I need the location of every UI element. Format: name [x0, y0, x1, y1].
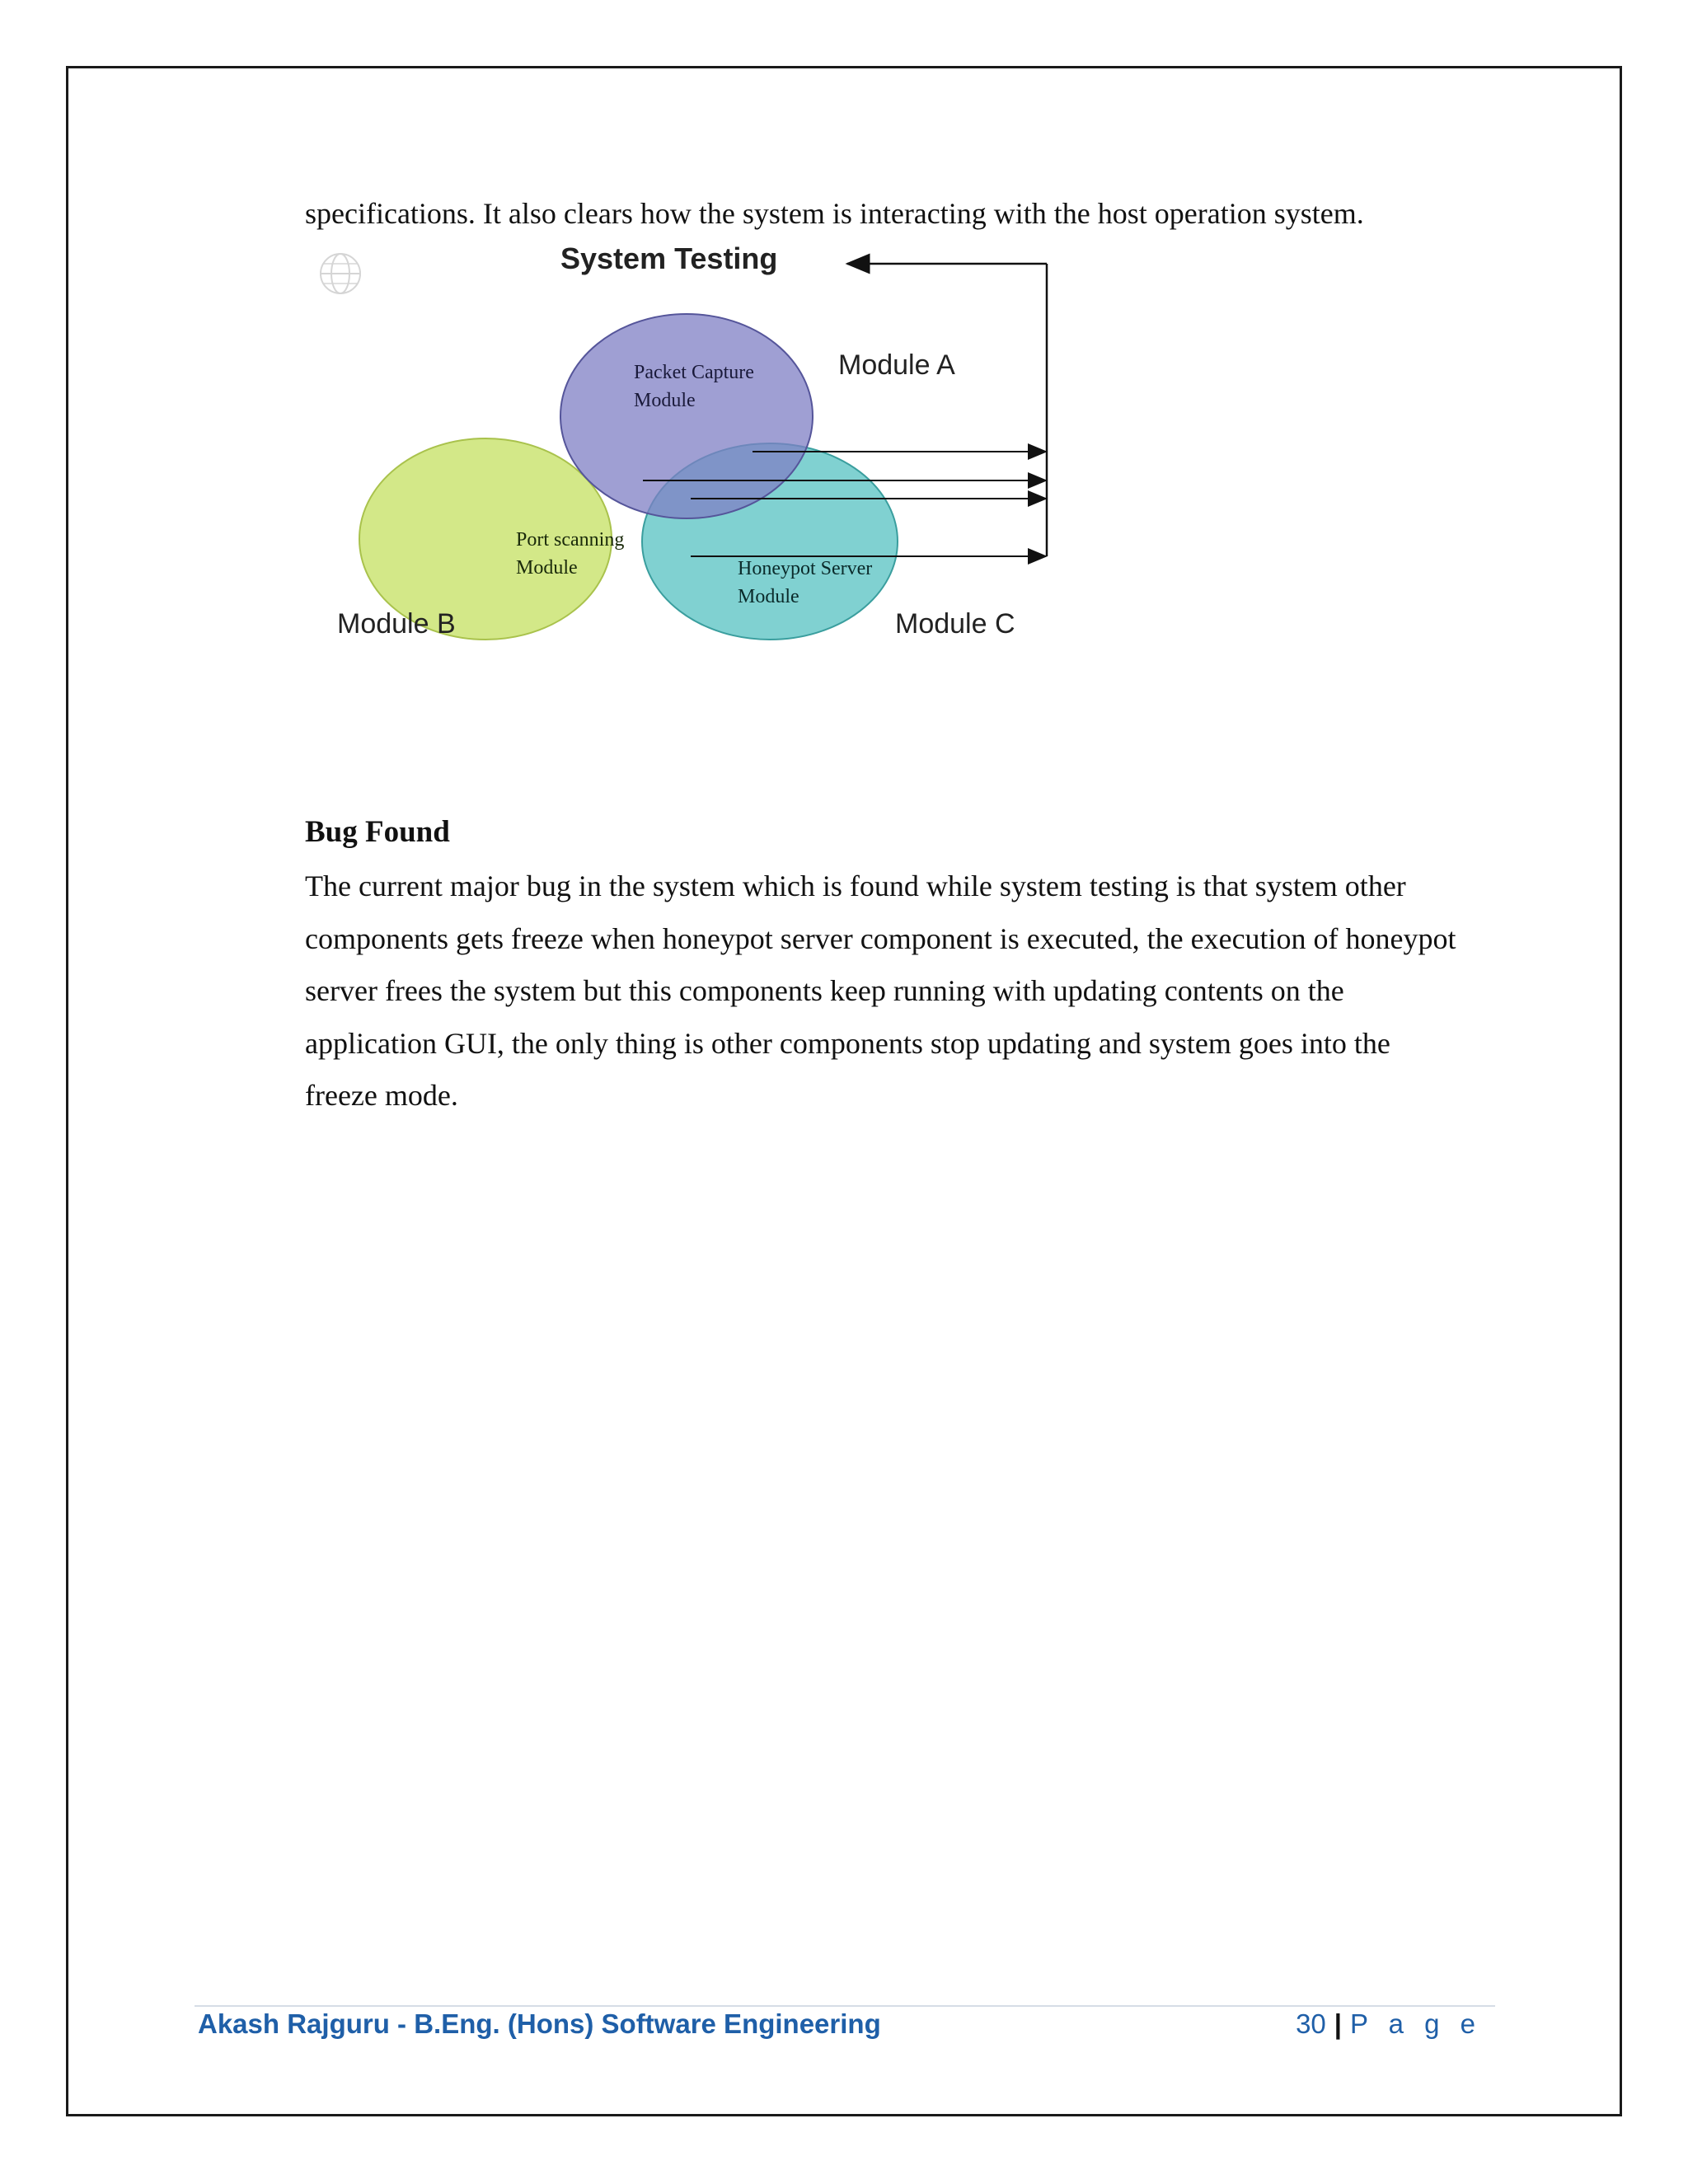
module-a-circle-label-1: Packet Capture	[634, 362, 754, 383]
bug-paragraph	[305, 860, 1456, 1122]
intro-text: specifications. It also clears how the system is interacting with the host operation system.	[305, 197, 1364, 230]
module-c-circle-label-1: Honeypot Server	[738, 558, 873, 579]
footer-divider	[195, 2005, 1495, 2007]
paragraph-line: components gets freeze when honeypot server component is executed, the execution of honeypot	[305, 921, 1456, 955]
footer-author: Akash Rajguru - B.Eng. (Hons) Software Engineering	[198, 2008, 881, 2039]
section-heading: Bug Found	[305, 815, 450, 849]
paragraph-line: freeze mode.	[305, 1079, 458, 1112]
module-b-label: Module B	[337, 608, 456, 640]
module-b-circle-label-2: Module	[516, 557, 578, 579]
page-number: 30	[1296, 2008, 1326, 2039]
module-a-circle	[560, 314, 813, 518]
paragraph-line: The current major bug in the system which is found while system testing is that system other	[305, 869, 1406, 902]
module-c-label: Module C	[895, 608, 1015, 640]
page-label: P a g e	[1350, 2008, 1482, 2039]
module-c-circle-label-2: Module	[738, 586, 799, 607]
module-a-circle-label-2: Module	[634, 390, 696, 411]
module-b-circle-label-1: Port scanning	[516, 529, 625, 551]
system-testing-diagram	[297, 239, 1071, 668]
module-a-label: Module A	[838, 349, 955, 381]
footer-page-indicator	[1296, 2008, 1482, 2040]
globe-logo-icon	[321, 254, 360, 293]
paragraph-line: server frees the system but this components keep running with updating contents on the	[305, 974, 1344, 1007]
figure-title: System Testing	[560, 241, 778, 275]
paragraph-line: application GUI, the only thing is other components stop updating and system goes into the	[305, 1026, 1390, 1060]
page-separator: |	[1334, 2008, 1343, 2039]
